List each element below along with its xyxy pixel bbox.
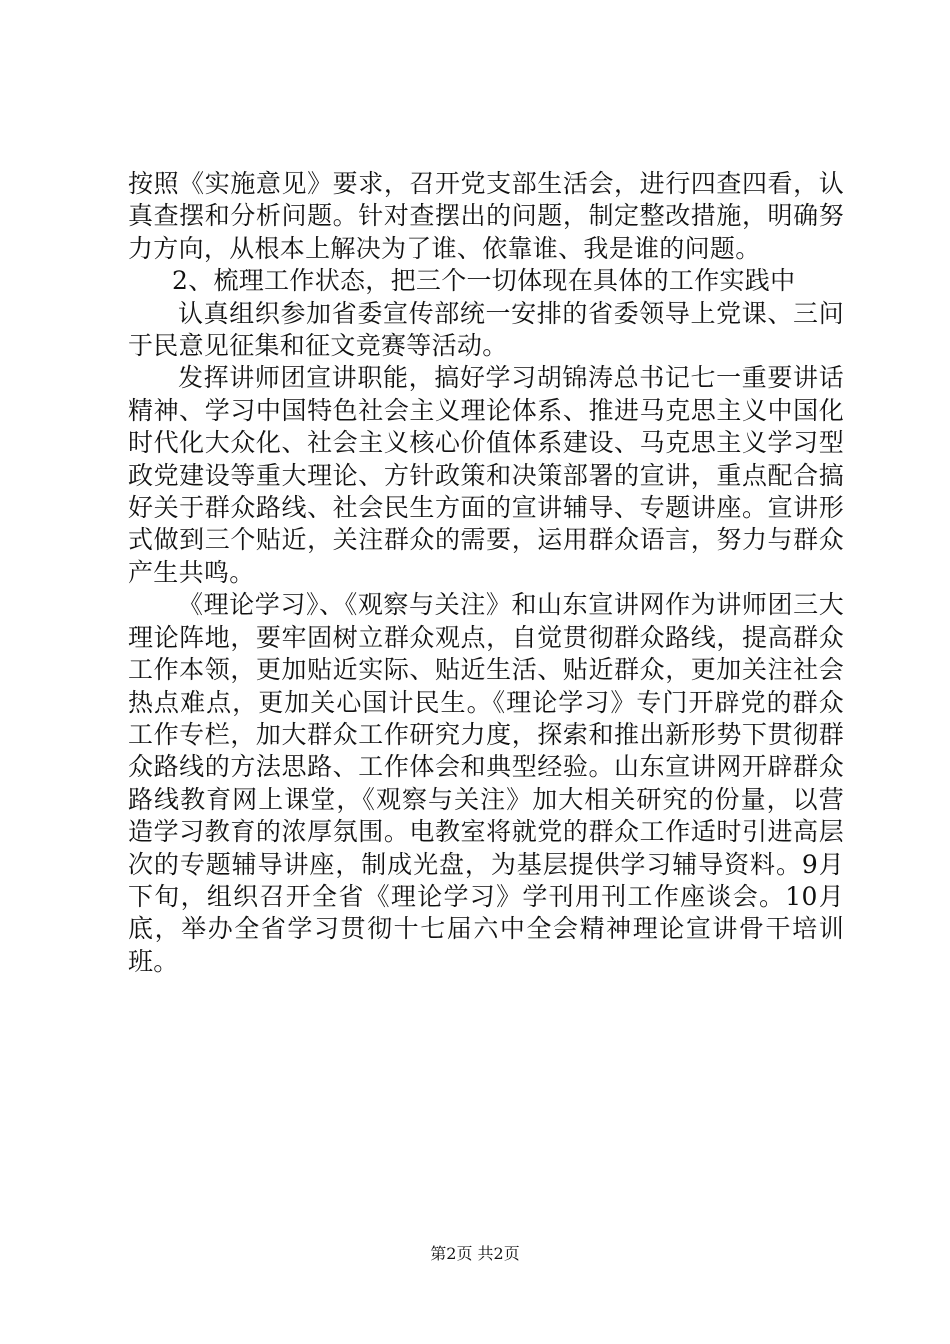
- paragraph-lecture-function: 发挥讲师团宣讲职能，搞好学习胡锦涛总书记七一重要讲话精神、学习中国特色社会主义理论体系、推进马克思主义中国化时代化大众化、社会主义核心价值体系建设、马克思主义学习型政党建设等重大理论、方针政策和决策部署的宣讲，重点配合搞好关于群众路线、社会民生方面的宣讲辅导、专题讲座。宣讲形式做到三个贴近，关注群众的需要，运用群众语言，努力与群众产生共鸣。: [128, 363, 844, 587]
- paragraph-theory-platforms: 《理论学习》、《观察与关注》和山东宣讲网作为讲师团三大理论阵地，要牢固树立群众观点，自觉贯彻群众路线，提高群众工作本领，更加贴近实际、贴近生活、贴近群众，更加关注社会热点难点，更加关心国计民生。《理论学习》专门开辟党的群众工作专栏，加大群众工作研究力度，探索和推出新形势下贯彻群众路线的方法思路、工作体会和典型经验。山东宣讲网开辟群众路线教育网上课堂，《观察与关注》加大相关研究的份量，以营造学习教育的浓厚氛围。电教室将就党的群众工作适时引进高层次的专题辅导讲座，制成光盘，为基层提供学习辅导资料。9月下旬，组织召开全省《理论学习》学刊用刊工作座谈会。10月底，举办全省学习贯彻十七届六中全会精神理论宣讲骨干培训班。: [128, 590, 844, 976]
- document-body: [128, 168, 844, 978]
- paragraph-party-lessons: 认真组织参加省委宣传部统一安排的省委领导上党课、三问于民意见征集和征文竞赛等活动。: [128, 298, 844, 361]
- page-number-footer: 第2页 共2页: [430, 1244, 520, 1263]
- section-heading-2: 2、梳理工作状态，把三个一切体现在具体的工作实践中: [172, 266, 796, 296]
- paragraph-sub-meeting: 按照《实施意见》要求，召开党支部生活会，进行四查四看，认真查摆和分析问题。针对查摆出的问题，制定整改措施，明确努力方向，从根本上解决为了谁、依靠谁、我是谁的问题。: [128, 169, 844, 263]
